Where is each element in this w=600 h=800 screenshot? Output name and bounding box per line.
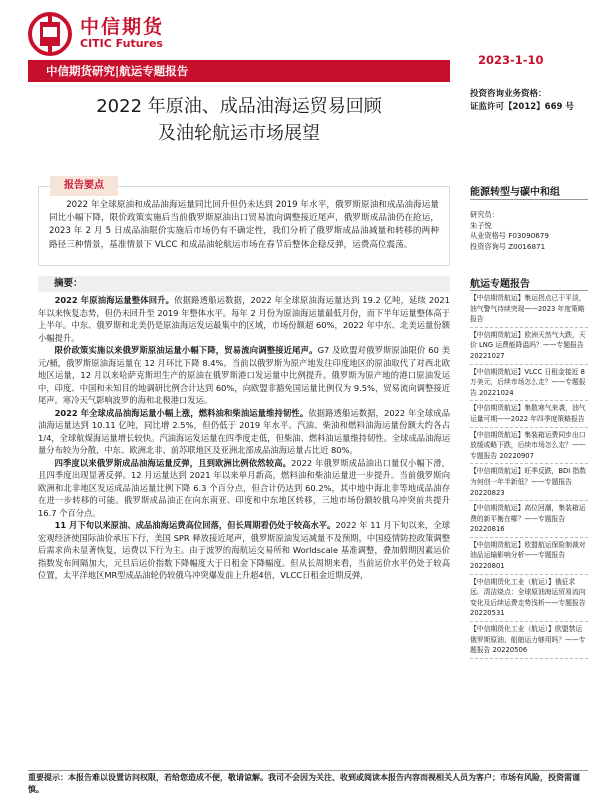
analyst-name: 朱子悦: [470, 220, 492, 230]
related-report-link[interactable]: 【中信期货化工业（航运）】俄征求远、清洁烧点：全球原油海运贸易流向变化及后续运费走势浅析——专题报告 20220531: [470, 577, 588, 622]
summary-box: 2022 年全球原油和成品油海运量同比回升但仍未达到 2019 年水平，俄罗斯原油和成品油海运量同比小幅下降，限价政策实施后当前俄罗斯原油出口贸易流向调整接近尾声，俄罗斯成品油仍在抢运，2023 年 2 月 5 日成品油限价实施后市场仍有不确定性，我们分析了俄罗斯成品油减量和转移的两种路径三种情景，基准情景下 VLCC 和成品油轮航运市场在春节后整体企稳反弹，运费高位震荡。: [38, 186, 450, 266]
related-report-link[interactable]: 【中信期货航运】集装箱运费同步出口放缓或略下跌，后续市场怎么走？——专题报告 20220907: [470, 430, 588, 465]
related-report-link[interactable]: 【中信期货航运】集运拐点已于平淡，油气警气待续突现——2023 年度策略报告: [470, 293, 588, 328]
related-report-link[interactable]: 【中信期货航运】集散寒气来袭，油气运量可期——2022 年四季度策略报告: [470, 403, 588, 427]
license-info: [470, 88, 574, 114]
reports-heading: 航运专题报告: [470, 279, 530, 290]
analyst-label: 研究员：: [470, 210, 499, 219]
abstract-label: 摘要：: [38, 276, 450, 292]
paragraph-lead: 2022 年原油海运量整体回升。: [54, 295, 175, 305]
abstract-paragraph: [38, 294, 450, 344]
divider: [470, 199, 588, 200]
abstract-paragraph: [38, 407, 450, 457]
paragraph-text: G7 及欧盟对俄罗斯原油限价 60 美元/桶，俄罗斯原油海运量在 12 月环比下降 8.4%。当前以俄罗斯为原产地发往印度地区的原油取代了对西北欧地区运量，12 月以来哈萨克斯坦生产的原油在俄罗斯港口发运量中比例提升。俄罗斯为原产地的港口原油发运中，印度、中国和未知目的地调研比例合计达到 60%，向欧盟非豁免国运量比例仅为 9.5%，贸易流向调整接近尾声。寒冷天气影响波罗的海和北极港口发运。: [38, 345, 450, 405]
paragraph-lead: 限价政策实施以来俄罗斯原油运量小幅下降，贸易流向调整接近尾声。: [54, 345, 318, 355]
summary-label: 报告要点: [50, 176, 118, 196]
related-report-link[interactable]: 【中信期货航运】欧洲天然气大跌，天价 LNG 运费能降温吗？——专题报告 20221027: [470, 330, 588, 365]
related-reports-list: [470, 293, 588, 661]
brand-name-cn: 中信期货: [80, 16, 165, 38]
paragraph-lead: 11 月下旬以来原油、成品油海运费高位回落，但长周期看仍处于较高水平。: [54, 520, 336, 530]
report-category-bar: 中信期货研究|航运专题报告: [28, 60, 450, 82]
divider: [470, 290, 588, 291]
paragraph-text: 依据路透船运数据，2022 年全球原油海运量达到 19.2 亿吨，延续 2021 年以来恢复态势，但仍未回升至 2019 年整体水平。每年 2 月份为原油海运量最低月份，而下半年运量整体高于上半年。中东、俄罗斯和北美仍是原油海运发运最集中的区域，市场份额超 60%，2022 年中东、北美运量份额小幅提升。: [38, 295, 450, 343]
consulting-number: 投资咨询号 Z0016871: [470, 241, 546, 251]
related-report-link[interactable]: 【中信期货航运】旺季反跌，BDI 指数为何创一年半新低？——专题报告 20220823: [470, 466, 588, 501]
related-report-link[interactable]: 【中信期货航运】欧盟航运保险制裁对油品运输影响分析——专题报告 20220801: [470, 540, 588, 575]
footer-divider: [28, 770, 588, 771]
related-report-link[interactable]: 【中信期货航运】高位回潮，集装箱运费的新平衡在哪？——专题报告 20220816: [470, 503, 588, 538]
abstract-paragraph: [38, 344, 450, 407]
report-date: 2023-1-10: [478, 53, 544, 67]
report-title-line-2: 及油轮航运市场展望: [158, 123, 320, 144]
brand-name-en: CITIC Futures: [80, 37, 163, 50]
abstract-paragraph: [38, 519, 450, 582]
report-title: [36, 93, 442, 147]
license-line-2: 证监许可【2012】669 号: [470, 102, 574, 112]
citic-logo: [28, 12, 72, 56]
paragraph-lead: 2022 年全球成品油海运量小幅上涨，燃料油和柴油运量维持韧性。: [54, 407, 309, 418]
paragraph-text: 2022 年俄罗斯成品油出口量仅小幅下滑，且四季度出现显著反弹。12 月运量达到 2021 年以来单月新高，燃料油和柴油运量进一步提升。当前俄罗斯向欧洲和北非地区发运成品油运量比例下降 6.3 个百分点，但合计仍达到 60.2%，其中地中海北非等地成品油存在进一步转移的可能。俄罗斯成品油正在向东南亚、印度和中东地区转移，三地市场份额较俄乌冲突前共提升 16.7 个百分点。: [38, 457, 450, 518]
report-title-line-1: 2022 年原油、成品油海运贸易回顾: [96, 96, 382, 117]
license-line-1: 投资咨询业务资格：: [470, 89, 547, 99]
related-report-link[interactable]: 【中信期货航运】VLCC 日租金接近 8 万美元，后续市场怎么走？——专题报告 20221024: [470, 367, 588, 402]
disclaimer: 重要提示：本报告难以设置访问权限，若给您造成不便，敬请谅解。我司不会因为关注、收到或阅读本报告内容而视相关人员为客户；市场有风险，投资需谨慎。: [28, 773, 580, 794]
abstract-body: [38, 294, 450, 582]
analyst-info: [470, 210, 549, 252]
team-heading: 能源转型与碳中和组: [470, 187, 560, 198]
related-report-link[interactable]: 【中信期货化工业（航运）】欧盟禁运俄罗斯原油，船舶运力够用吗？——专题报告 20220506: [470, 624, 588, 659]
abstract-paragraph: [38, 457, 450, 520]
paragraph-text: 2022 年 11 月下旬以来，全球宏观经济使国际油价承压下行，美国 SPR 释放接近尾声，俄罗斯原油发运减量不及预期，中国疫情防控政策调整后需求尚未显著恢复，运费以下行为主。由于波罗的海航运交易所和 Worldscale 基准调整，叠加假期因素运价指数发布间隔加大，元旦后运价指数下降幅度大于日租金下降幅度。但从长周期来看，当前运价水平仍处于较高位置，太平洋地区MR型成品油轮仍较俄乌冲突爆发前上升超4倍，VLCC日租金近期反弹，: [38, 520, 450, 580]
paragraph-text: 依据路透船运数据，2022 年全球成品油海运量达到 10.11 亿吨，同比增 2.5%，但仍低于 2019 年水平。汽油、柴油和燃料油海运量份额大约各占 1/4，全球航煤海运量增长较快。汽油海运发运量在四季度走低，但柴油、燃料油运量维持韧性。全球成品油海运量分布较为分散，中东、欧洲北非、前苏联地区及亚洲北部成品油海运量占比近 80%。: [38, 407, 450, 455]
paragraph-lead: 四季度以来俄罗斯成品油海运量反弹，且到欧洲比例依然较高。: [54, 457, 292, 468]
qualification-number: 从业资格号 F03090679: [470, 231, 549, 241]
